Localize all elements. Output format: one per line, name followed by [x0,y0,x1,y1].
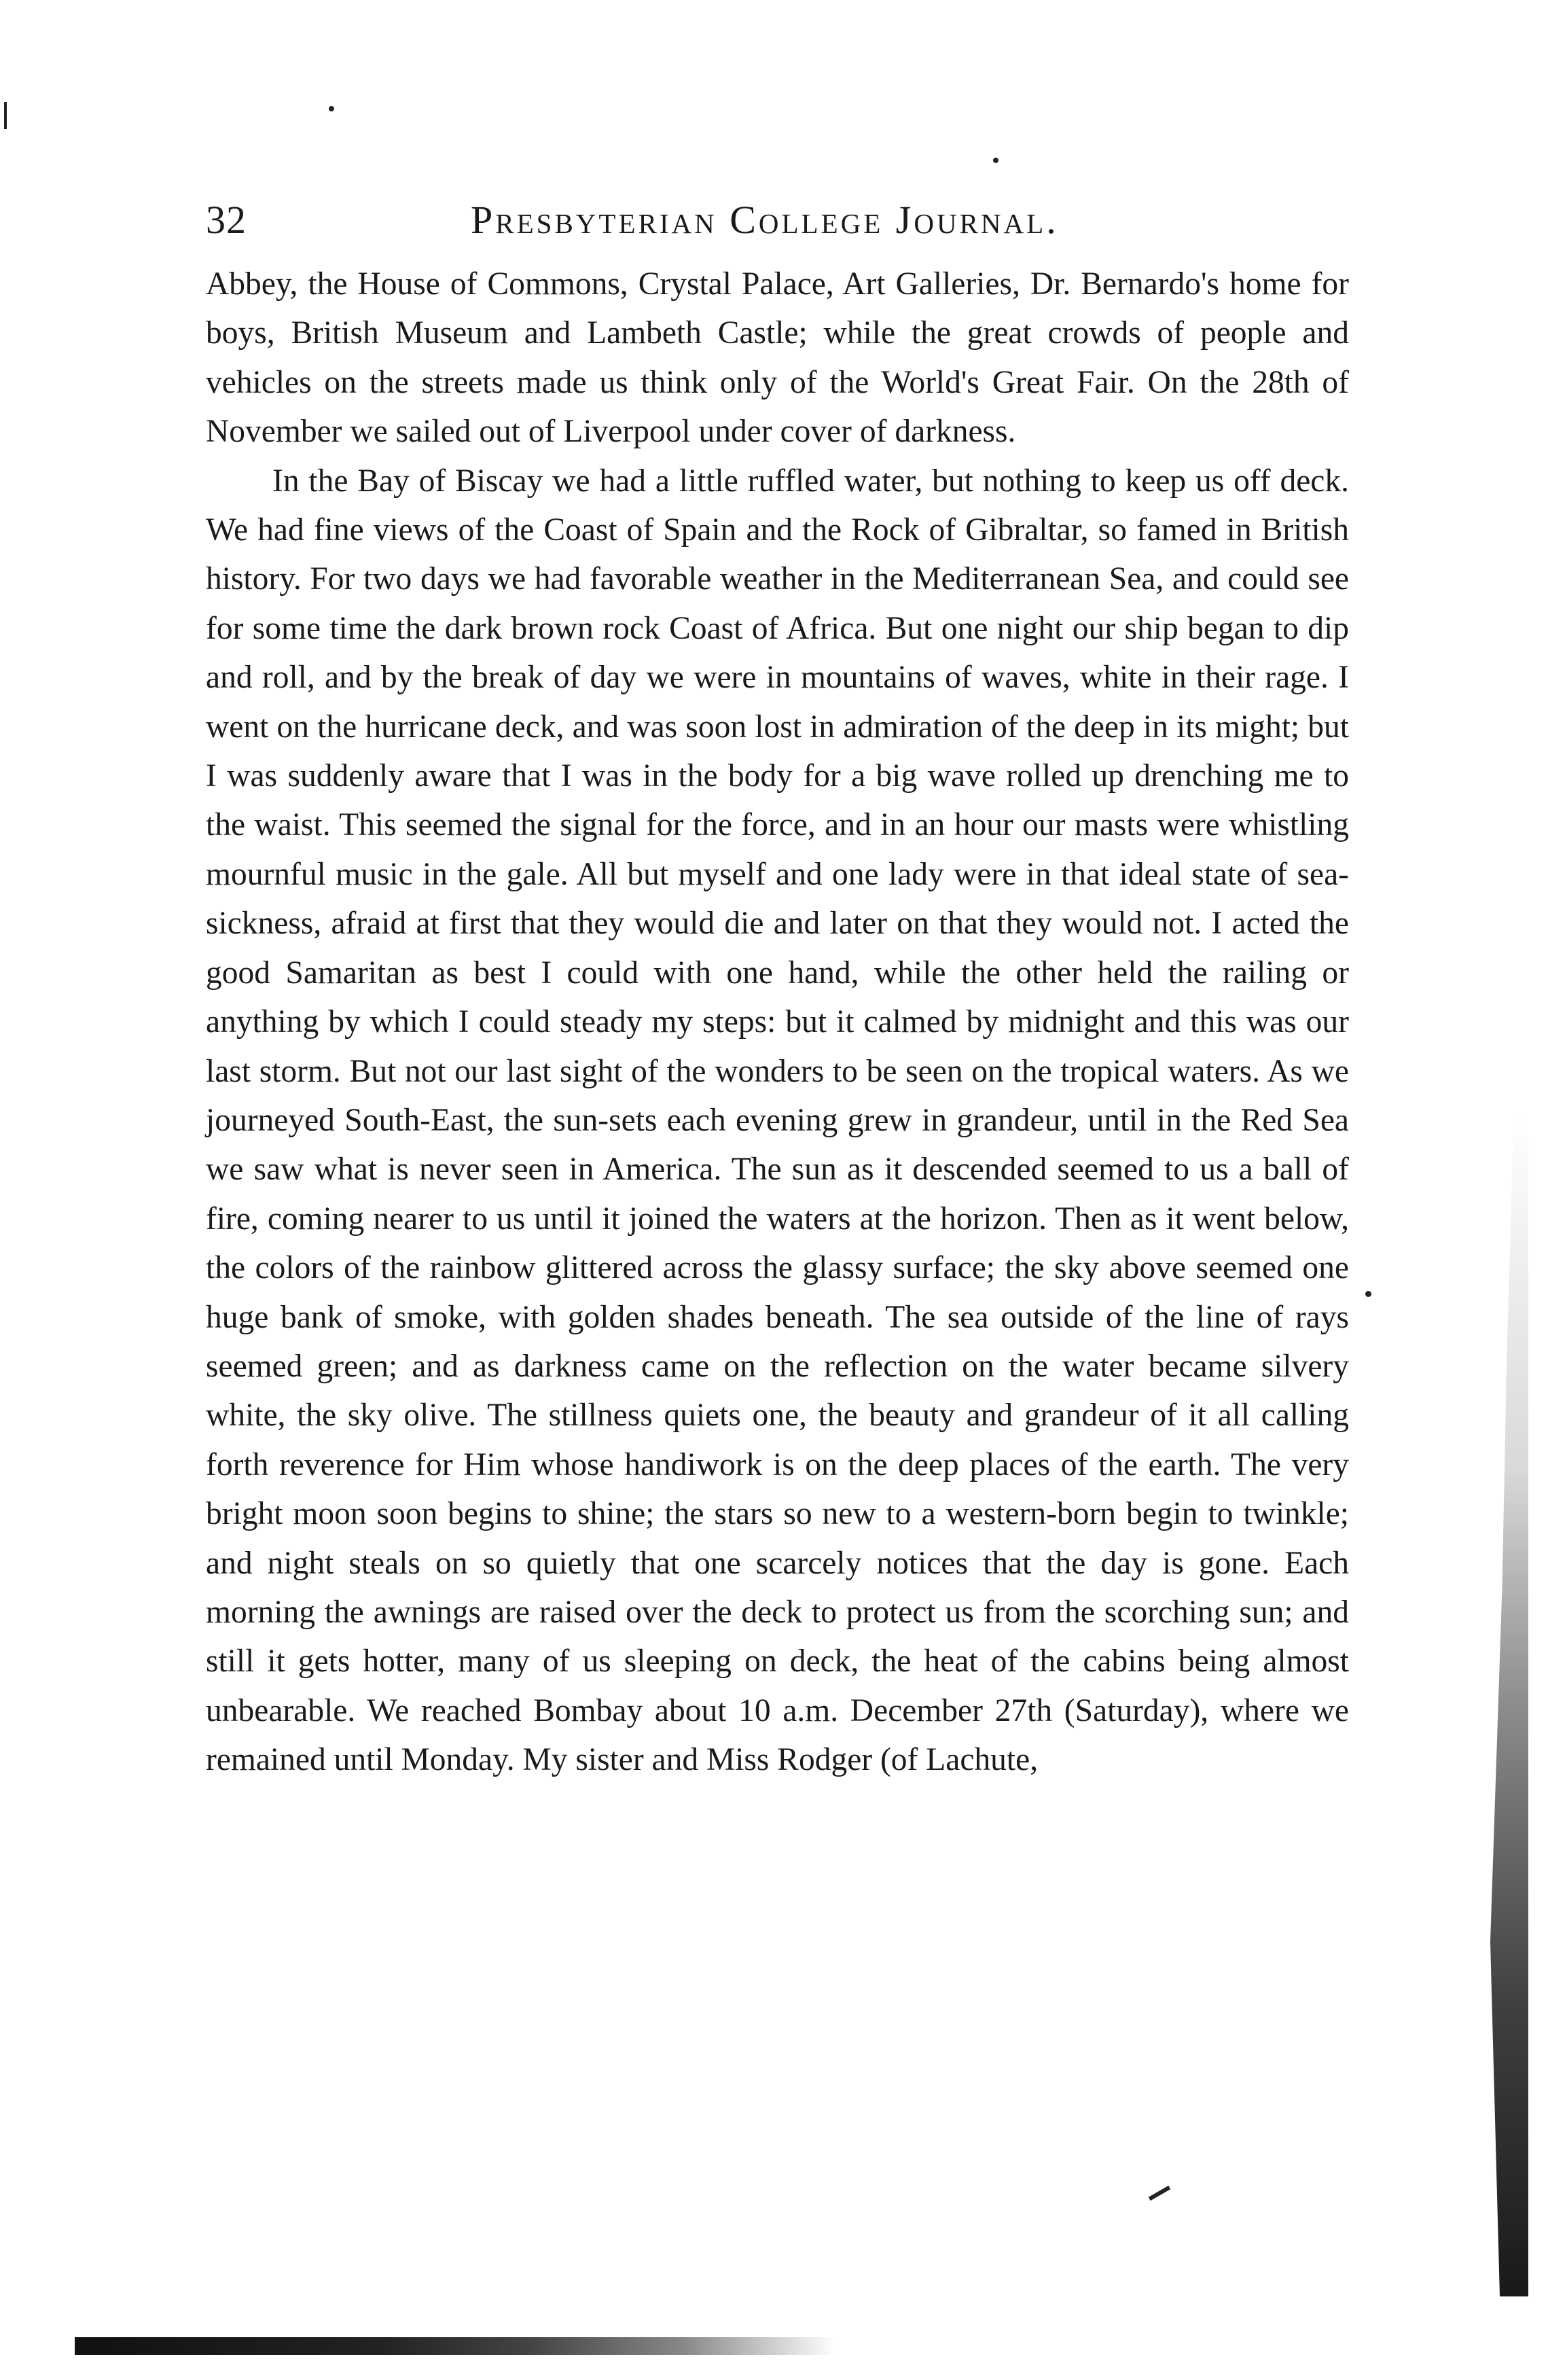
body-text [206,260,1349,1785]
scan-speck [1365,1291,1371,1297]
paragraph-voyage: In the Bay of Biscay we had a little ruffled water, but nothing to keep us off deck. We had fine views of the Coast of Spain and the Rock of Gibraltar, so famed in British history. For two days we had favorable weather in the Mediterranean Sea, and could see for some time the dark brown rock Coast of Africa. But one night our ship began to dip and roll, and by the break of day we were in mountains of waves, white in their rage. I went on the hurricane deck, and was soon lost in admiration of the deep in its might; but I was suddenly aware that I was in the body for a big wave rolled up drenching me to the waist. This seemed the signal for the force, and in an hour our masts were whistling mournful music in the gale. All but myself and one lady were in that ideal state of sea-sickness, afraid at first that they would die and later on that they would not. I acted the good Samaritan as best I could with one hand, while the other held the railing or anything by which I could steady my steps: but it calmed by midnight and this was our last storm. But not our last sight of the wonders to be seen on the tropical waters. As we journeyed South-East, the sun-sets each evening grew in grandeur, until in the Red Sea we saw what is never seen in America. The sun as it descended seemed to us a ball of fire, coming nearer to us until it joined the waters at the horizon. Then as it went below, the colors of the rainbow glittered across the glassy surface; the sky above seemed one huge bank of smoke, with golden shades beneath. The sea outside of the line of rays seemed green; and as darkness came on the reflection on the water became silvery white, the sky olive. The stillness quiets one, the beauty and grandeur of it all calling forth reverence for Him whose handiwork is on the deep places of the earth. The very bright moon soon begins to shine; the stars so new to a western-born begin to twinkle; and night steals on so quietly that one scarcely notices that the day is gone. Each morning the awnings are raised over the deck to protect us from the scorching sun; and still it gets hotter, many of us sleeping on deck, the heat of the cabins being almost unbearable. We reached Bombay about 10 a.m. December 27th (Saturday), where we remained until Monday. My sister and Miss Rodger (of Lachute, [206,463,1349,1778]
running-head: Presbyterian College Journal. [471,198,1059,242]
scan-bottom-rule [75,2337,835,2355]
scan-pen-mark [1149,2186,1170,2201]
scan-speck [993,158,998,163]
page-number: 32 [206,198,247,242]
scan-speck [4,102,7,129]
page-header [206,190,1354,251]
scan-speck [329,106,334,111]
scan-edge-shadow [1481,1114,1528,2296]
paragraph-continuation: Abbey, the House of Commons, Crystal Palace, Art Galleries, Dr. Bernardo's home for boys, British Museum and Lambeth Castle; while the great crowds of people and vehicles on the streets made us think only of the World's Great Fair. On the 28th of November we sailed out of Liverpool under cover of darkness. [206,266,1349,450]
